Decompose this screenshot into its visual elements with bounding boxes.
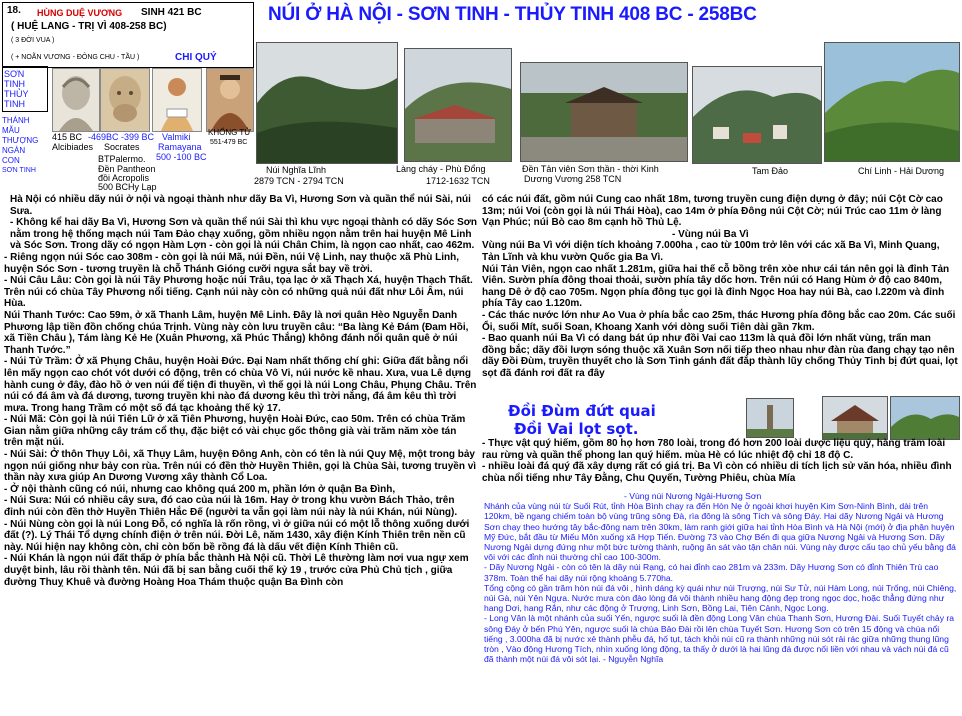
bust-icon (101, 69, 149, 131)
nuong-ngai-huong-son-block (484, 491, 958, 664)
paragraph: Núi Thanh Tước: Cao 59m, ở xã Thanh Lâm, huyện Mê Linh. Đây là nơi quân Hèo Nguyễn Danh Phương lập tiền đồn chống chúa Trịnh. Vùng này còn lưu truyền câu: “Ba làng Kẻ Đám (Đam Hồi, xã Tiền Châu ), Tám làng Kẻ He (Xuân Phương, xã Phúc Thắng) không đánh nổi quân quê ở núi Thanh Tước.” (4, 309, 469, 356)
figure-icon (207, 69, 253, 131)
bt-palermo: BTPalermo. (98, 154, 146, 164)
alcibiades-name: Alcibiades (52, 142, 94, 152)
khong-tu-name: KHỔNG TỬ (208, 128, 252, 137)
photo-caption: Làng cháy - Phù Đổng (396, 164, 486, 174)
paragraph: - Không kể hai dãy Ba Vì, Hương Sơn và quần thể núi Sài thì khu vực ngoại thành có dãy Sóc Sơn nằm trong hệ thống mạch núi Tam Đảo chạy xuống, gồm nhiều ngọn nằm trên hai huyện Mê Linh và Sóc Sơn. Trong dãy có ngọn Hàm Lợn - còn gọi là núi Chân Chim, là ngọn cao nhất, cao 462m. (10, 217, 477, 252)
three-kings-note: ( 3 ĐỜI VUA ) (11, 37, 55, 44)
slogan-line: Đồi Vai lọt sọt. (514, 420, 639, 438)
pantheon-line3: 500 BCHy Lạp (98, 182, 157, 192)
mountain-town-photo-icon (693, 67, 821, 163)
label-line: THƯỢNG (2, 136, 39, 145)
photo-tam-dao (692, 66, 822, 164)
label-line: TINH (4, 79, 25, 89)
label-line: CON (2, 156, 20, 165)
alcibiades-portrait (52, 68, 100, 132)
paragraph: - Núi Nùng còn gọi là núi Long Đỗ, có nghĩa là rốn rồng, vì ở giữa núi có một lỗ thông xuống dưới đất (?). Lý Thái Tổ dựng chính điện ở trên núi. Đời Lê, năm 1430, xây điện Kính Thiên trên nền cũ này. Núi hiện nay không còn, chỉ còn bốn bề rồng đá là dấu vết điện Kính Thiên cũ. (4, 518, 470, 553)
photo-caption: Tam Đảo (752, 166, 789, 176)
paragraph: - Dãy Nương Ngải - còn có tên là dãy núi Rạng, có hai đỉnh cao 281m và 233m. Dãy Hương Sơn có đỉnh Thiên Trù cao 378m. Toàn thể hai dãy núi rộng khoảng 5.770ha. (484, 562, 939, 583)
king-name: HÙNG DUỆ VƯƠNG (37, 8, 123, 18)
village-photo-icon (405, 49, 511, 161)
mountain-photo-icon (825, 43, 959, 161)
alcibiades-year: 415 BC (52, 132, 83, 142)
pagoda-photo-icon (747, 399, 793, 437)
temple-photo-icon (521, 63, 687, 161)
valmiki-name: Valmiki (162, 132, 191, 142)
photo-caption: Núi Nghĩa Lĩnh (266, 165, 327, 175)
paragraph: - Thực vật quý hiếm, gồm 80 họ hơn 780 loài, trong đó hơn 200 loài dược liệu quý, hàng trăm loài rau rừng và quần thể phong lan quý hiếm. mùa Hè có lúc nhiệt độ chỉ 18 độ C. (482, 438, 946, 461)
figure-icon (153, 69, 201, 131)
photo-hills-small (890, 396, 960, 440)
paragraph: - nhiều loài đá quý đã xây dựng rất có giá trị. Ba Vì còn có nhiều di tích lịch sử văn hóa, nhiều đình chùa nổi tiếng như Tây Đằng, Chu Quyến, Tường Phiêu, chùa Mía (482, 461, 952, 484)
label-line: NGÀN (2, 146, 26, 155)
paragraph: - Núi Sài: Ở thôn Thụy Lôi, xã Thụy Lâm, huyện Đông Anh, còn có tên là núi Quy Mệ, một trong bảy ngọn núi giống như bảy con rùa. Trên núi có đền thờ Huyền Thiên, gọi là Chùa Sài, tương truyền vì thần này xưa giúp An Dương Vương xây thành Cổ Loa. (4, 449, 477, 484)
photo-den-tan-vien (520, 62, 688, 162)
right-column-text (482, 194, 958, 380)
photo-lang-chay (404, 48, 512, 162)
thanh-mau-label (2, 116, 48, 176)
photo-caption: Đền Tản viên Sơn thần - thời Kinh (522, 164, 659, 174)
noan-vuong-note: ( + NOÃN VƯƠNG - ĐÔNG CHU - TẦU ) (11, 54, 140, 61)
paragraph: - Núi Mã: Còn gọi là núi Tiên Lữ ở xã Tiên Phương, huyện Hoài Đức, cao 50m. Trên có chùa Trăm Gian nằm giữa những cây trám cổ thụ, đặc biệt có vài chục gốc thông già vài trăm năm xòe tán trên mặt núi. (4, 414, 466, 449)
label-line: THÁNH (2, 116, 30, 125)
temple-photo-icon (823, 397, 887, 439)
header-info-box (2, 2, 254, 68)
right-column-lower-text (482, 438, 958, 484)
photo-temple-small (822, 396, 888, 440)
portrait-year-range: 500 -100 BC (156, 152, 207, 162)
paragraph: - Núi Sưa: Núi có nhiều cây sưa, đó cao của núi là 16m. Hay ở trong khu vườn Bách Thảo, trên đỉnh núi còn đền thờ Huyền Thiên Hắc Đế (người ta vẫn gọi làm núi này là núi Khán, núi Nùng). (4, 495, 458, 519)
label-line: THỦY (4, 89, 29, 99)
son-tinh-box (2, 66, 48, 112)
photo-caption: Chí Linh - Hải Dương (858, 166, 944, 176)
son-tinh-label (2, 66, 48, 176)
socrates-portrait (100, 68, 150, 132)
pantheon-line2: đồi Acropolis (98, 173, 150, 183)
paragraph: Vùng núi Ba Vì với diện tích khoảng 7.000ha , cao từ 100m trở lên với các xã Ba Vì, Minh Quang, Tản Lĩnh và khu vườn Quốc gia Ba Vì. (482, 240, 940, 263)
pantheon-line1: Đền Pantheon (98, 164, 156, 174)
label-line: SƠN TINH (2, 167, 36, 174)
section-number: 18. (7, 5, 21, 16)
paragraph: Núi Tản Viên, ngọn cao nhất 1.281m, giữa hai thế cỗ bồng trên xòe như cái tán nên gọi là đỉnh Tản Viên. Sườn phía đông thoai thoải, sườn phía tây dốc hơn. Trên núi có Hang Hùm ở độ cao 840m, hang Dê ở độ cao 705m. Ngọn phía đông tục gọi là đỉnh Ngọc Hoa hay núi Bà, cao l.220m và đỉnh phía Tây cao 1.120m. (482, 263, 950, 310)
paragraph: - Các thác nước lớn như Ao Vua ở phía bắc cao 25m, thác Hương phía đông bắc cao 20m. Các suối Ổi, suối Mít, suối Soan, Khoang Xanh với dòng suối Tiên dài gần 7km. (482, 309, 956, 333)
paragraph: - Núi Tử Trầm: Ở xã Phụng Châu, huyện Hoài Đức. Đại Nam nhất thống chí ghi: Giữa đất bằng nổi lên mấy ngọn cao chót vót dưới có động, trên có chùa Vô Vi, núi nước kề nhau. Xưa, vua Lê dựng hành cung ở đây, đào hồ ở ven núi để tiện đi thuyền, vì thế gọi là núi Long Châu, Phụng Châu. Trên núi có đá âm và đá dương, tương truyền khi nào đá dương kêu thì trời nắng, đá âm kêu thì trời mưa. Trong hang Trầm có một số đá tạc khoảng thế kỷ 17. (4, 356, 477, 414)
paragraph: - Bao quanh núi Ba Vì có dang bát úp như đồi Vai cao 113m là quả đồi lớn nhất vùng, trấn man đồng bắc; dãy đồi lượn sóng thuộc xã Xuân Sơn nối tiếp theo nhau như đàn rùa đang chạy tạo nên dãy Đồi Đùm, truyền thuyết cho là Sơn Tinh gánh đất đắp thành lũy chống Thủy Tinh bị đứt quai, lọt sọt đã đánh rơi đất ra đây (482, 333, 958, 379)
paragraph: Tổng cộng có gần trăm hòn núi đá vôi , hình dáng kỳ quái như núi Trượng, núi Sư Tử, núi Hàm Long, núi Trống, núi Chiêng, núi Gà, núi Yên Ngựa. Nước mưa còn đào lòng đá vôi thành nhiều hang động đẹp trong ngọc dọc, hoặc thẳng đứng như hang Dơi, hang Rắn, như các động ở Trượng, Linh Sơn, Bồng Lai, Tiên Cảnh, Ngọc Long. (484, 582, 957, 614)
khong-tu-years: 551-479 BC (210, 139, 248, 146)
socrates-year: -469BC -399 BC (88, 132, 155, 142)
photo-chi-linh (824, 42, 960, 162)
valmiki-portrait (152, 68, 202, 132)
label-line: TINH (4, 99, 25, 109)
socrates-name: Socrates (104, 142, 140, 152)
doi-dum-slogan (508, 402, 656, 438)
left-column-text (4, 194, 478, 588)
paragraph: có các núi đất, gồm núi Cung cao nhất 18m, tương truyền cung điện dựng ở đây; núi Cột Cờ cao 13m; núi Voi (còn gọi là núi Thái Hòa), cao 14m ở phía Đông núi Cột Cờ; núi Trúc cao 11m ở làng Vạn Phúc; núi Bò cao 8m cạnh hồ Thủ Lệ. (482, 194, 943, 229)
mountain-photo-icon (891, 397, 959, 439)
paragraph: - Núi Khán là ngọn núi đất thấp ở phía bắc thành Hà Nội cũ. Thời Lê thường làm nơi vua ngự xem duyệt binh, lâu rồi thành tên. Núi đã bị san bằng cuối thế kỷ 19 , trước cửa Phủ Chủ tịch , giữa đường Thuỵ Khuê và đường Hoàng Hoa Thám thuộc quận Ba Đình còn (4, 553, 469, 588)
paragraph: - Riêng ngọn núi Sóc cao 308m - còn gọi là núi Mã, núi Đền, núi Vệ Linh, nay thuộc xã Phù Linh, huyện Sóc Sơn - tương truyền là chỗ Thánh Gióng cưỡi ngựa sắt bay về trời. (4, 251, 460, 275)
paragraph: - Vùng núi Ba Vì (672, 228, 749, 240)
valmiki-ramayana: Ramayana (158, 142, 202, 152)
photo-pagoda-small (746, 398, 794, 438)
bust-icon (53, 69, 99, 131)
photo-caption: Dương Vương 258 TCN (524, 174, 622, 184)
mountain-photo-icon (257, 43, 397, 163)
label-line: MẪU (2, 126, 20, 135)
photo-caption: 1712-1632 TCN (426, 176, 490, 186)
chi-quy-label: CHI QUÝ (175, 52, 217, 63)
king-reign: ( HUỆ LANG - TRỊ VÌ 408-258 BC) (11, 21, 167, 32)
photo-caption: 2879 TCN - 2794 TCN (254, 176, 344, 186)
block-heading: - Vùng núi Nương Ngải-Hương Sơn (624, 491, 762, 501)
paragraph: - Núi Câu Lâu: Còn gọi là núi Tây Phương hoặc núi Trâu, tọa lạc ở xã Thạch Xá, huyện Thạch Thất. Trên núi có chùa Tây Phương nổi tiếng. Cạnh núi này còn có những quả núi đất như Lôi Âm, núi Hùa. (4, 275, 473, 310)
paragraph: Hà Nội có nhiều dãy núi ở nội và ngoại thành như dãy Ba Vì, Hương Sơn và quần thể núi Sài, núi Sưa. (10, 194, 471, 217)
paragraph: - Long Vân là một nhánh của suối Yến, ngược suối là đền động Long Vân chùa Thanh Sơn, Hương Đài. Suối Tuyết chảy ra sông Đáy ở bến Phú Yên, ngược suối là chùa Bảo Đài rồi lên chùa Tuyết Sơn. Hương Sơn có trên 15 động và chùa nổi tiếng , 3.000ha đã bị nước xẻ thành phễu đá, hố tụt, tách khỏi núi cũ ra thành những núi sót rải rác giữa những thung lũng tròn , Vào động Hương Tích, nhìn xuống lòng động, ta thấy ở dưới là hai lũng đá được nối liền với nhau và vách núi đá cũ đã thành một núi đá vôi sót lại. - Nguyễn Nghĩa (484, 613, 955, 665)
paragraph: Nhánh của vùng núi từ Suối Rút, tỉnh Hòa Bình chạy ra đến Hòn Nẹ ở ngoài khơi huyện Kim Sơn-Ninh Bình, dài trên 120km, bề ngang chiếm toàn bộ vùng trũng sông Đà, rìa đông là sông Tích và sông Đáy. Hai dãy Nương Ngải và Hương Sơn chạy theo hướng tây bắc-đông nam trên 30km, làm ranh giới giữa hai tỉnh Hòa Bình và Hà Nội (mới) ở địa phận huyện Mỹ Đức, bắt đầu từ Miếu Môn xuống xã Hợp Tiến. Đường 73 vào Chợ Bến đi qua giữa Nương Ngải và Hương Sơn. Dãy Nương Ngải dựng đứng như một bức tường thành, ruộng ăn sát vào tận chân núi. Vùng này được cấu tạo chủ yếu bằng đá vôi với các đỉnh núi thường chỉ cao 100-300m. (484, 501, 956, 563)
slogan-line: Đồi Đùm đứt quai (508, 402, 656, 420)
label-line: SƠN (4, 69, 25, 79)
king-birth: SINH 421 BC (141, 7, 202, 18)
khong-tu-portrait (206, 68, 254, 132)
page-title: NÚI Ở HÀ NỘI - SƠN TINH - THỦY TINH 408 BC - 258BC (268, 4, 757, 25)
photo-nghia-linh (256, 42, 398, 164)
paragraph: - Ở nội thành cũng có núi, nhưng cao không quá 200 m, phần lớn ở quận Ba Đình, (4, 483, 396, 495)
